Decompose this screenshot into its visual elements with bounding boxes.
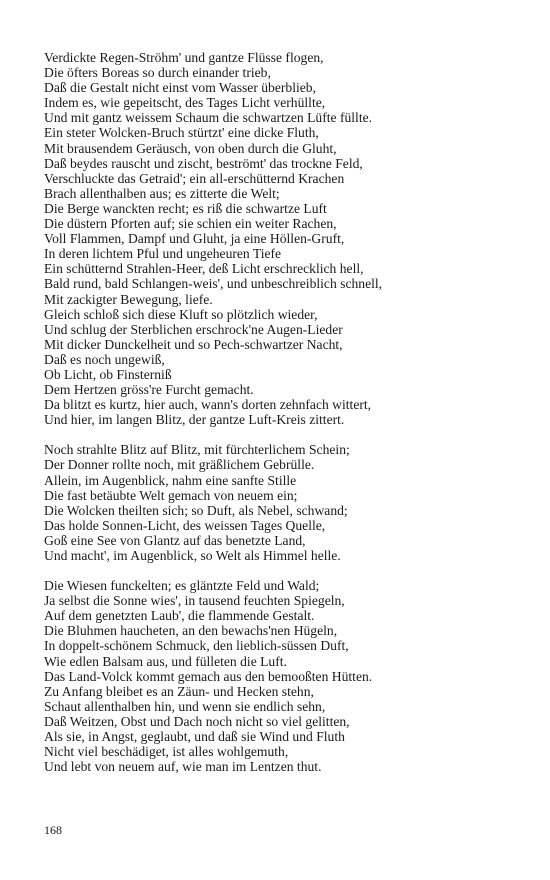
page-number: 168 — [44, 823, 62, 837]
poem-line: Verdickte Regen-Ströhm' und gantze Flüsse flogen, — [44, 50, 324, 65]
poem-line: Brach allenthalben aus; es zitterte die Welt; — [44, 185, 280, 201]
poem-line: Das Land-Volck kommt gemach aus den bemooßten Hütten. — [44, 668, 373, 684]
poem-line: Mit dicker Dunckelheit und so Pech-schwartzer Nacht, — [44, 336, 343, 352]
poem-line: Dem Hertzen gröss're Furcht gemacht. — [44, 382, 254, 398]
poem-line: Ein steter Wolcken-Bruch stürtzt' eine dicke Fluth, — [44, 125, 319, 141]
poem-line: Noch strahlte Blitz auf Blitz, mit fürchterlichem Schein; — [44, 442, 350, 458]
poem-line: Als sie, in Angst, geglaubt, und daß sie Wind und Fluth — [44, 729, 345, 745]
poem-line: Daß beydes rauscht und zischt, beströmt' das trockne Feld, — [44, 155, 363, 171]
poem-line: Schaut allenthalben hin, und wenn sie endlich sehn, — [44, 698, 326, 714]
poem-line: Bald rund, bald Schlangen-weis', und unbeschreiblich schnell, — [44, 276, 383, 292]
poem-line: Die düstern Pforten auf; sie schien ein weiter Rachen, — [44, 216, 337, 232]
stanza — [44, 578, 524, 774]
poem-line: Allein, im Augenblick, nahm eine sanfte Stille — [44, 472, 297, 488]
poem-line: Die Berge wanckten recht; es riß die schwartze Luft — [44, 200, 327, 216]
poem-line: Da blitzt es kurtz, hier auch, wann's dorten zehnfach wittert, — [44, 397, 372, 413]
poem-line: Der Donner rollte noch, mit gräßlichem Gebrülle. — [44, 457, 315, 473]
poem-line: Goß eine See von Glantz auf das benetzte Land, — [44, 532, 306, 548]
poem-line: Ob Licht, ob Finsterniß — [44, 366, 172, 382]
poem-line: Und macht', im Augenblick, so Welt als Himmel helle. — [44, 548, 341, 563]
poem-line: Zu Anfang bleibet es an Zäun- und Hecken stehn, — [44, 683, 314, 699]
poem-line: Voll Flammen, Dampf und Gluht, ja eine Höllen-Gruft, — [44, 231, 345, 247]
poem-line: Das holde Sonnen-Licht, des weissen Tages Quelle, — [44, 517, 326, 533]
poem-line: Daß Weitzen, Obst und Dach noch nicht so viel gelitten, — [44, 713, 350, 729]
poem-line: Mit brausendem Geräusch, von oben durch die Gluht, — [44, 140, 337, 156]
poem-line: Und mit gantz weissem Schaum die schwartzen Lüfte füllte. — [44, 110, 373, 126]
poem-line: Daß es noch ungewiß, — [44, 351, 165, 367]
poem-line: In deren lichtem Pful und ungeheuren Tiefe — [44, 246, 282, 262]
poem-line: Ja selbst die Sonne wies', in tausend feuchten Spiegeln, — [44, 593, 345, 609]
poem-line: Die Wiesen funckelten; es gläntzte Feld und Wald; — [44, 578, 320, 594]
stanza — [44, 442, 524, 563]
poem-line: Die fast betäubte Welt gemach von neuem ein; — [44, 487, 298, 503]
poem-line: Und hier, im langen Blitz, der gantze Luft-Kreis zittert. — [44, 412, 345, 428]
poem-line: Indem es, wie gepeitscht, des Tages Licht verhüllte, — [44, 95, 326, 111]
poem-line: Wie edlen Balsam aus, und fülleten die Luft. — [44, 653, 287, 669]
poem-line: In doppelt-schönem Schmuck, den lieblich-süssen Duft, — [44, 638, 349, 654]
poem-body — [44, 50, 524, 789]
poem-line: Verschluckte das Getraid'; ein all-erschütternd Krachen — [44, 170, 345, 186]
poem-line: Nicht viel beschädiget, ist alles wohlgemuth, — [44, 744, 289, 760]
poem-line: Auf dem genetzten Laub', die flammende Gestalt. — [44, 608, 315, 624]
poem-line: Die öfters Boreas so durch einander trieb, — [44, 65, 271, 81]
poem-line: Daß die Gestalt nicht einst vom Wasser überblieb, — [44, 80, 316, 96]
poem-line: Gleich schloß sich diese Kluft so plötzlich wieder, — [44, 306, 318, 322]
poem-line: Mit zackigter Bewegung, liefe. — [44, 291, 213, 307]
poem-line: Die Bluhmen haucheten, an den bewachs'nen Hügeln, — [44, 623, 338, 639]
poem-line: Und schlug der Sterblichen erschrock'ne Augen-Lieder — [44, 321, 343, 337]
poem-line: Ein schütternd Strahlen-Heer, deß Licht erschrecklich hell, — [44, 261, 364, 277]
poem-line: Die Wolcken theilten sich; so Duft, als Nebel, schwand; — [44, 502, 348, 518]
stanza — [44, 50, 524, 427]
poem-line: Und lebt von neuem auf, wie man im Lentzen thut. — [44, 759, 322, 775]
